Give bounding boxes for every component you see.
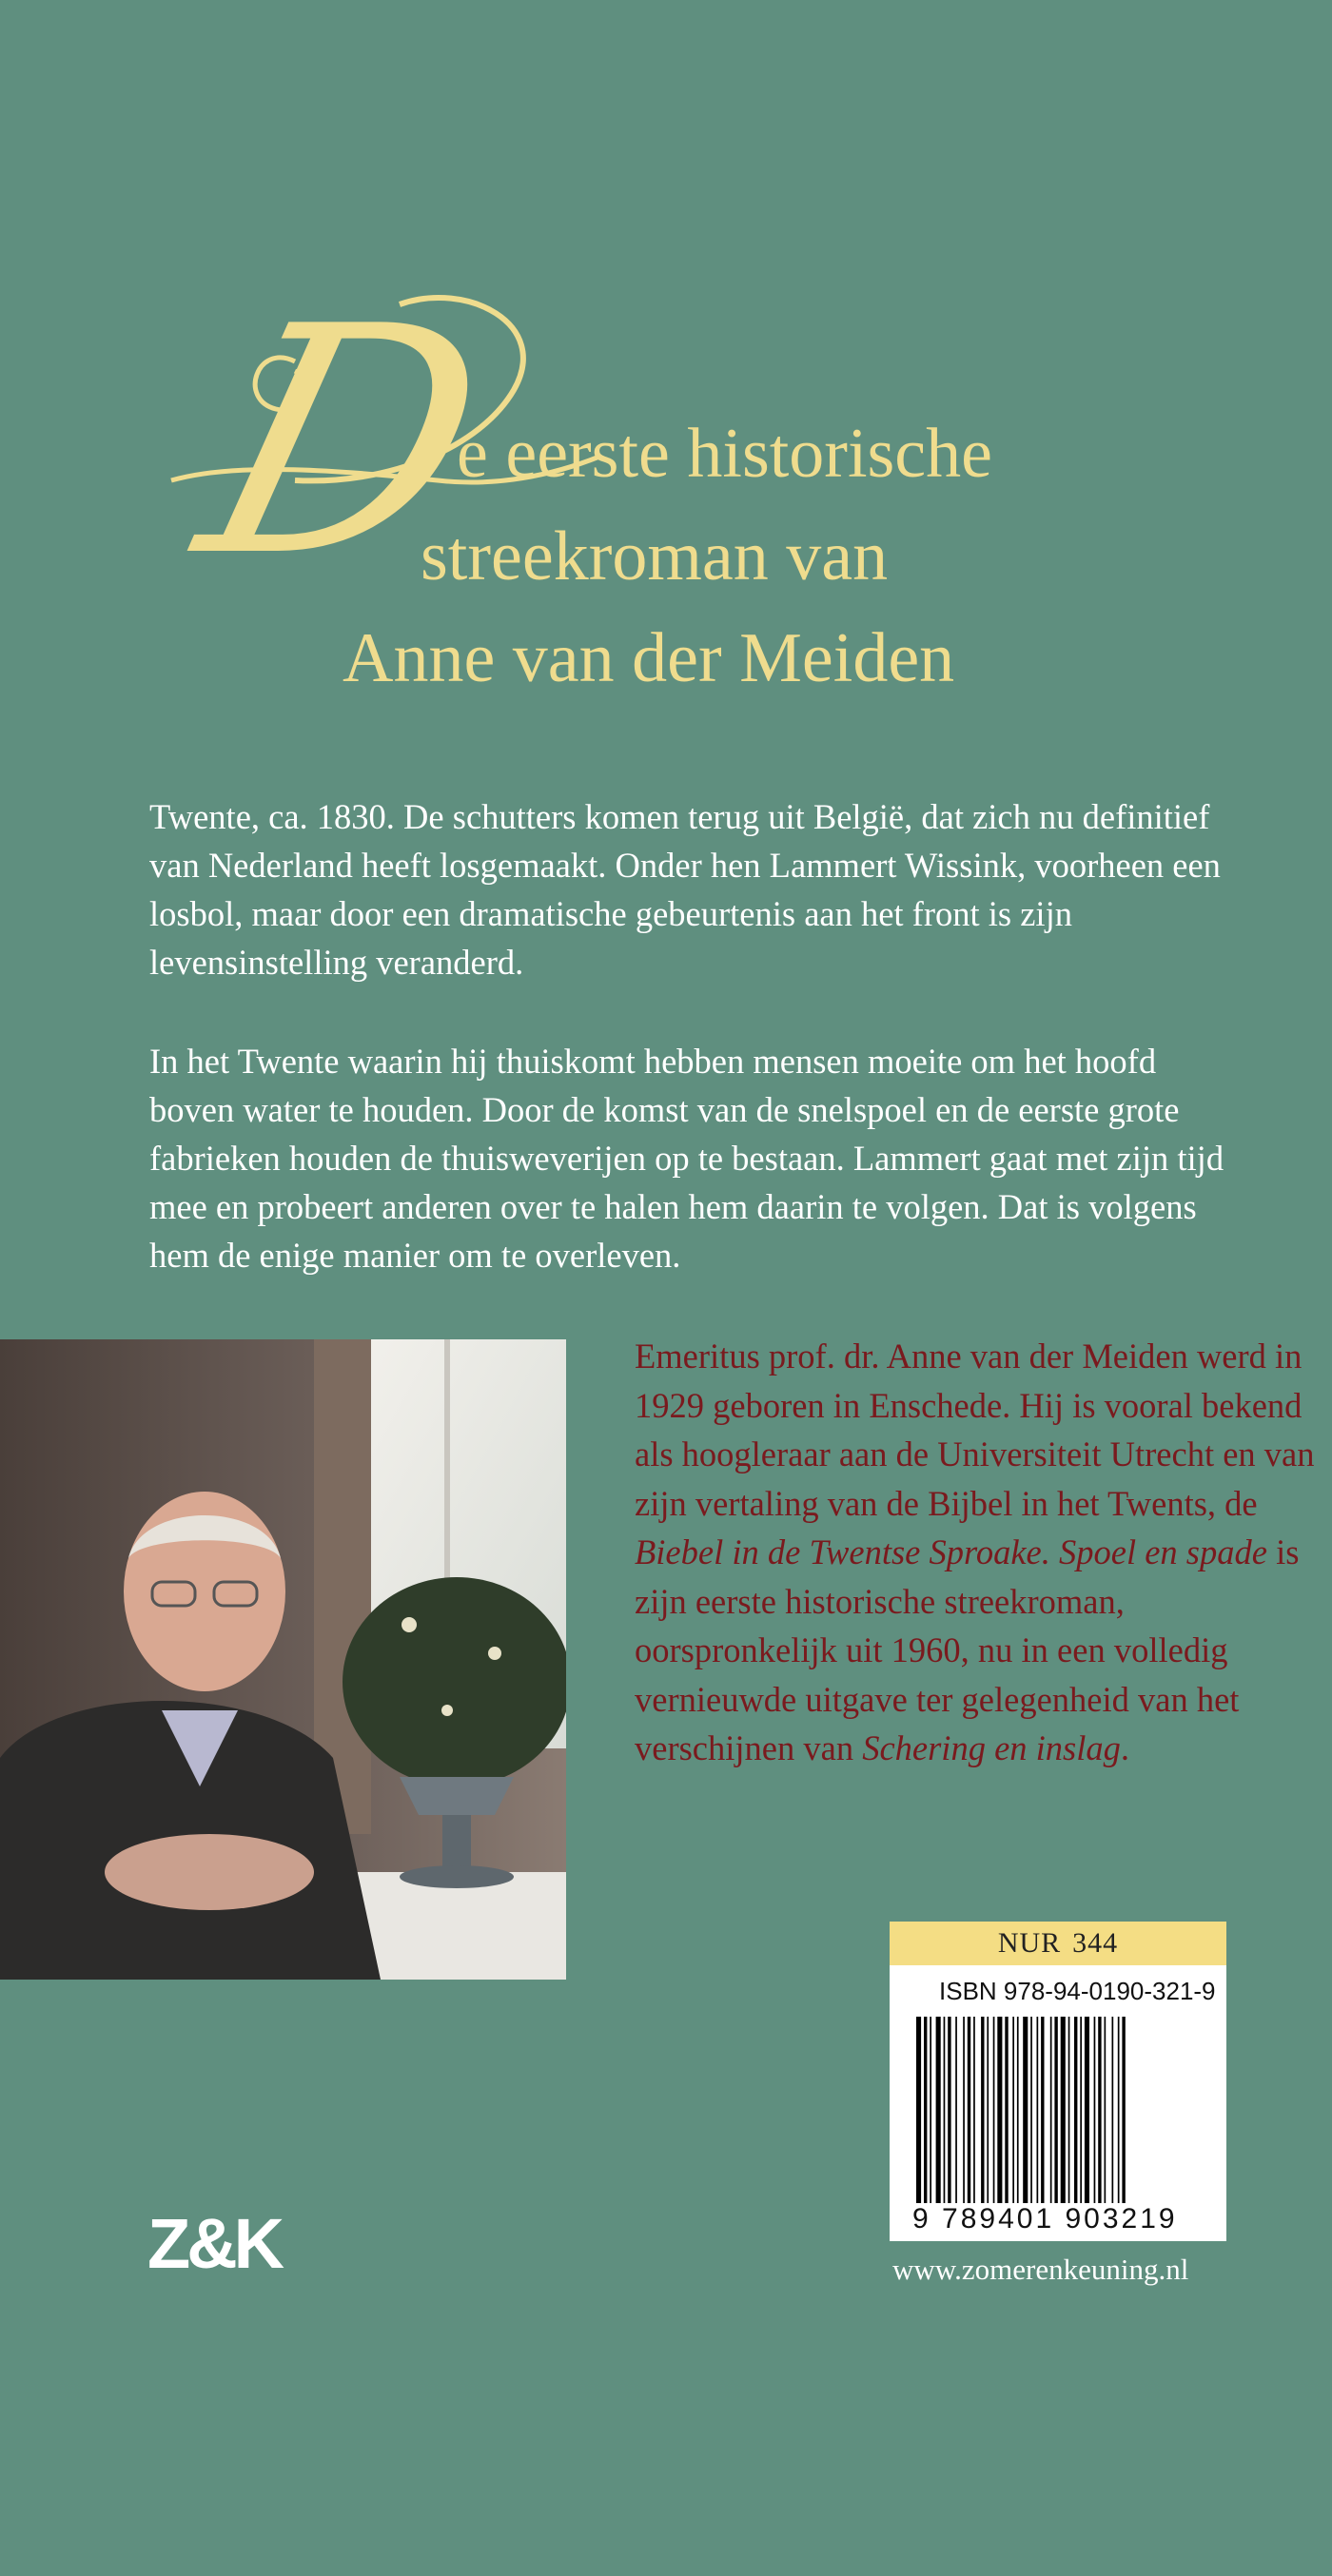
- nur-label: NUR: [997, 1927, 1062, 1959]
- author-bio: [635, 1332, 1320, 1773]
- nur-code: 344: [1072, 1927, 1119, 1959]
- dropcap: D: [173, 260, 517, 625]
- nur-band: [890, 1922, 1226, 1965]
- publisher-logo: Z&K: [147, 2204, 282, 2283]
- ean-digits: 9 789401 903219: [912, 2203, 1178, 2234]
- barcode-box: [890, 1922, 1226, 2241]
- headline: [152, 260, 1199, 704]
- headline-line-1: e eerste historische: [457, 415, 992, 493]
- bio-italic-title-2: Schering en inslag: [862, 1728, 1121, 1767]
- barcode-bars: [916, 2017, 1202, 2203]
- headline-line-3: Anne van der Meiden: [343, 619, 955, 697]
- author-photo: [0, 1339, 566, 1980]
- isbn-text: ISBN 978-94-0190-321-9: [939, 1977, 1216, 2005]
- blurb-paragraph-2: In het Twente waarin hij thuiskomt hebben mensen moeite om het hoofd boven water te houden. Door de komst van de snelspoel en de eerste grote fabrieken houden de thuisweverijen op te bestaan. Lammert gaat met zijn tijd mee en probeert anderen over te halen hem daarin te volgen. Dat is volgens hem de enige manier om te overleven.: [149, 1042, 1224, 1275]
- bio-text-3: .: [1120, 1728, 1130, 1767]
- publisher-website: www.zomerenkeuning.nl: [892, 2253, 1189, 2286]
- blurb-paragraph-1: Twente, ca. 1830. De schutters komen terug uit België, dat zich nu definitief van Nederland heeft losgemaakt. Onder hen Lammert Wissink, voorheen een losbol, maar door een dramatische gebeurtenis aan het front is zijn levensinstelling veranderd.: [149, 797, 1221, 982]
- bio-text-2: is zijn eerste historische streekroman, oorspronkelijk uit 1960, nu in een volledig vernieuwde uitgave ter gelegenheid van het verschijnen van: [635, 1532, 1300, 1767]
- bio-italic-title-1: Biebel in de Twentse Sproake. Spoel en spade: [635, 1532, 1267, 1571]
- author-photo-illustration: [0, 1339, 566, 1980]
- bio-text-1: Emeritus prof. dr. Anne van der Meiden werd in 1929 geboren in Enschede. Hij is vooral bekend als hoogleraar aan de Universiteit Utrecht en van zijn vertaling van de Bijbel in het Twents, de: [635, 1337, 1315, 1523]
- headline-line-2: streekroman van: [421, 517, 889, 595]
